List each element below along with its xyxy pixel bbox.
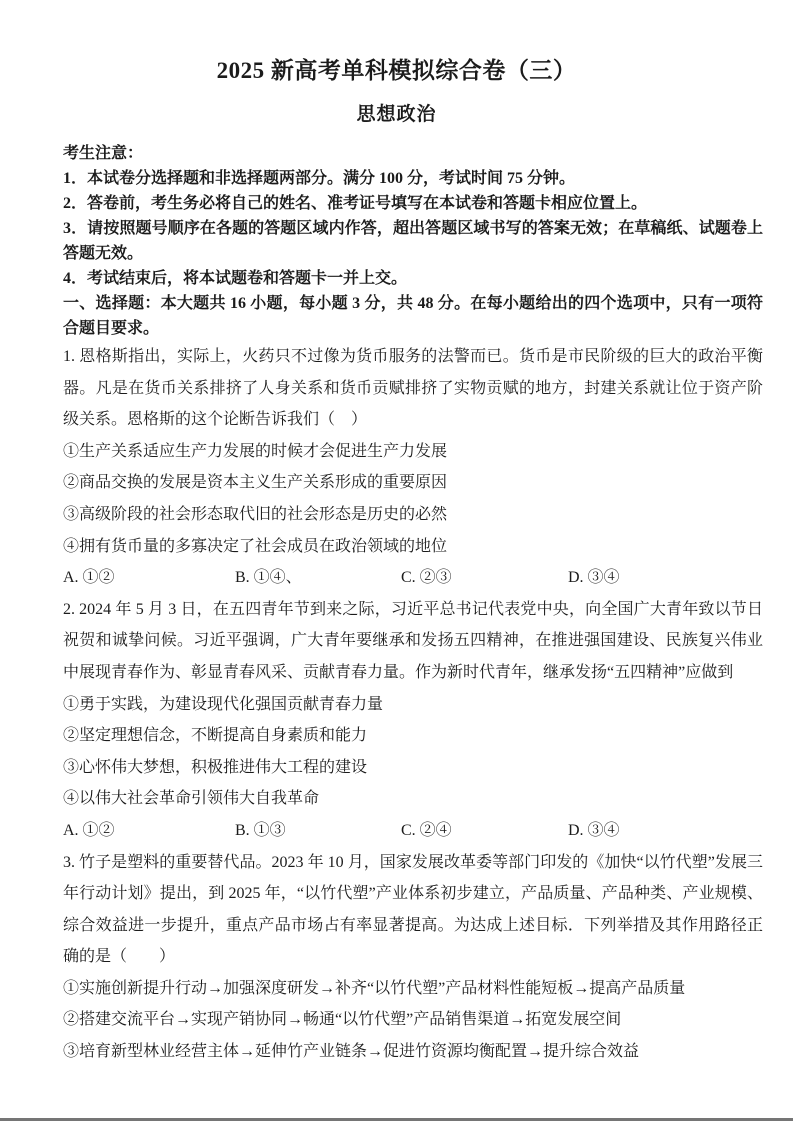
question-2-statement-3: ③心怀伟大梦想，积极推进伟大工程的建设	[63, 758, 368, 776]
question-2-option-d: D. ③④	[568, 821, 620, 839]
question-1-option-c: C. ②③	[401, 569, 452, 587]
question-1-options	[63, 562, 763, 594]
question-2-option-c: C. ②④	[401, 821, 452, 839]
question-2-option-b: B. ①③	[235, 821, 286, 839]
section-heading: 一、选择题：本大题共 16 小题，每小题 3 分，共 48 分。在每小题给出的四个选项中，只有一项符合题目要求。	[63, 295, 763, 337]
page-bottom-edge	[0, 1118, 793, 1121]
page-subtitle: 思想政治	[356, 104, 437, 125]
question-1-statement-3: ③高级阶段的社会形态取代旧的社会形态是历史的必然	[63, 505, 448, 523]
question-1-stem: 1. 恩格斯指出，实际上，火药只不过像为货币服务的法警而已。货币是市民阶级的巨大的政治平衡器。凡是在货币关系排挤了人身关系和货币贡赋排挤了实物贡赋的地方，封建关系就让位于资产阶级关系。恩格斯的这个论断告诉我们（ ）	[63, 348, 763, 429]
question-2-statement-4: ④以伟大社会革命引领伟大自我革命	[63, 790, 320, 808]
question-3-statement-2: ②搭建交流平台→实现产销协同→畅通“以竹代塑”产品销售渠道→拓宽发展空间	[63, 1011, 622, 1029]
paper-body	[0, 128, 793, 1068]
candidate-notices	[63, 141, 763, 291]
paper-header	[0, 0, 793, 128]
page-title: 2025 新高考单科模拟综合卷（三）	[216, 58, 577, 83]
question-2-options	[63, 815, 763, 847]
notice-item-3: 3．请按照题号顺序在各题的答题区域内作答，超出答题区域书写的答案无效；在草稿纸、试题卷上答题无效。	[63, 220, 763, 262]
question-2-statement-1: ①勇于实践，为建设现代化强国贡献青春力量	[63, 695, 384, 713]
notice-item-2: 2．答卷前，考生务必将自己的姓名、准考证号填写在本试卷和答题卡相应位置上。	[63, 195, 648, 212]
question-1-option-b: B. ①④、	[235, 569, 302, 587]
question-3	[63, 847, 763, 1068]
question-2	[63, 594, 763, 847]
notices-heading: 考生注意：	[63, 145, 144, 162]
question-2-stem: 2. 2024 年 5 月 3 日，在五四青年节到来之际，习近平总书记代表党中央，向全国广大青年致以节日祝贺和诚挚问候。习近平强调，广大青年要继承和发扬五四精神，在推进强国建设、民族复兴伟业中展现青春作为、彰显青春风采、贡献青春力量。作为新时代青年，继承发扬“五四精神”应做到	[63, 600, 763, 681]
question-2-statement-2: ②坚定理想信念，不断提高自身素质和能力	[63, 727, 368, 745]
question-1-option-d: D. ③④	[568, 569, 620, 587]
question-2-option-a: A. ①②	[63, 821, 115, 839]
question-1	[63, 341, 763, 594]
question-1-statement-1: ①生产关系适应生产力发展的时候才会促进生产力发展	[63, 442, 448, 460]
question-1-statement-4: ④拥有货币量的多寡决定了社会成员在政治领域的地位	[63, 537, 448, 555]
question-3-statement-1: ①实施创新提升行动→加强深度研发→补齐“以竹代塑”产品材料性能短板→提高产品质量	[63, 979, 686, 997]
question-3-stem: 3. 竹子是塑料的重要替代品。2023 年 10 月，国家发展改革委等部门印发的《加快“以竹代塑”发展三年行动计划》提出，到 2025 年，“以竹代塑”产业体系初步建立，产品质量、产品种类、产业规模、综合效益进一步提升，重点产品市场占有率显著提高。为达成上述目标．下列举措及其作用路径正确的是（ ）	[63, 853, 763, 966]
notice-item-1: 1．本试卷分选择题和非选择题两部分。满分 100 分，考试时间 75 分钟。	[63, 170, 576, 187]
question-1-option-a: A. ①②	[63, 569, 115, 587]
notice-item-4: 4．考试结束后，将本试题卷和答题卡一并上交。	[63, 270, 408, 287]
question-3-statement-3: ③培育新型林业经营主体→延伸竹产业链条→促进竹资源均衡配置→提升综合效益	[63, 1043, 640, 1061]
question-1-statement-2: ②商品交换的发展是资本主义生产关系形成的重要原因	[63, 474, 448, 492]
